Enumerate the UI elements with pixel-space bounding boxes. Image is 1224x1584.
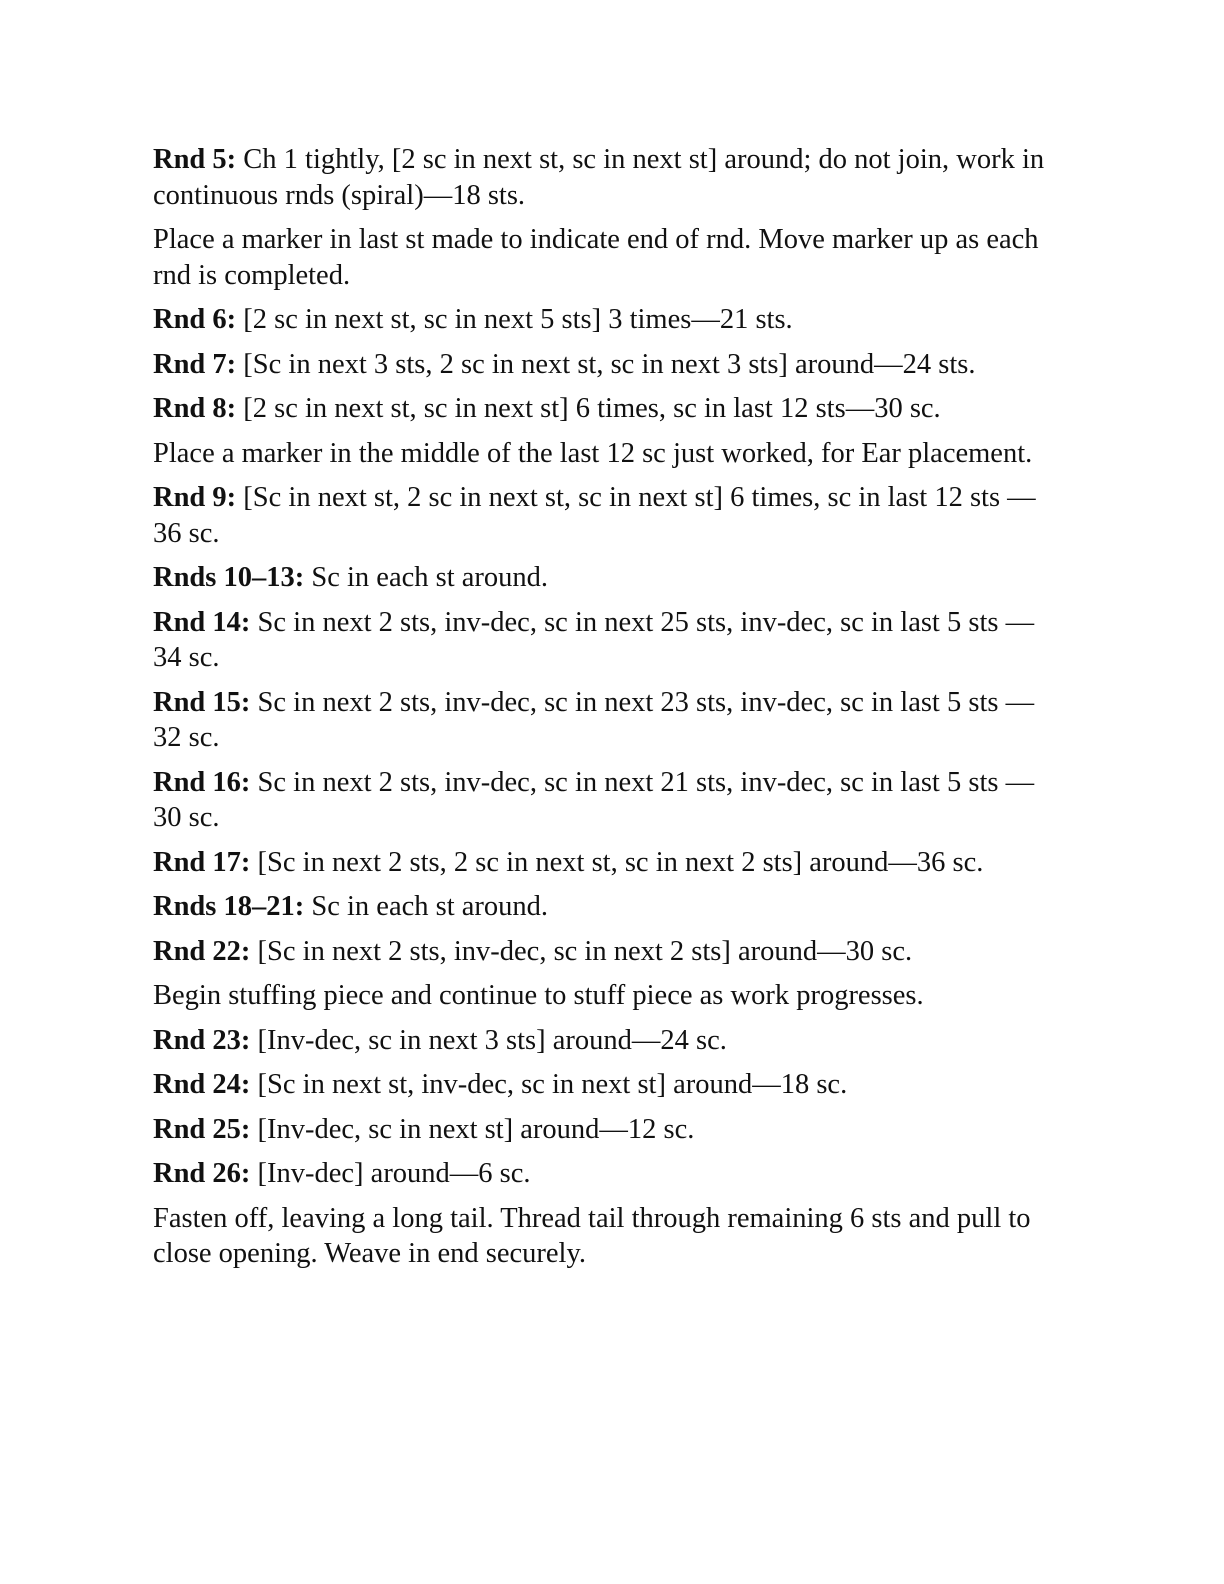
paragraph-rnds-18-21 (153, 889, 1058, 925)
round-label: Rnd 26: (153, 1158, 251, 1189)
instruction-text: [Sc in next 2 sts, inv-dec, sc in next 2 sts] around—30 sc. (250, 935, 913, 967)
instruction-text: Sc in next 2 sts, inv-dec, sc in next 25 sts, inv-dec, sc in last 5 sts —34 sc. (153, 606, 1035, 673)
round-label: Rnd 15: (153, 686, 251, 718)
instruction-text: [2 sc in next st, sc in next st] 6 times, sc in last 12 sts—30 sc. (236, 393, 941, 424)
instruction-text: Place a marker in last st made to indicate end of rnd. Move marker up as each rnd is completed. (153, 224, 1039, 291)
paragraph-rnd-23 (153, 1023, 1058, 1059)
round-label: Rnd 24: (153, 1069, 251, 1100)
paragraph-rnd-17 (153, 845, 1058, 881)
paragraph-rnd-22 (153, 934, 1058, 970)
paragraph-rnd-14 (153, 605, 1058, 676)
instruction-text: Ch 1 tightly, [2 sc in next st, sc in next st] around; do not join, work in continuous rnds (spiral)—18 sts. (153, 144, 1045, 211)
document-page (153, 142, 1058, 1281)
instruction-text: [Sc in next 2 sts, 2 sc in next st, sc in next 2 sts] around—36 sc. (250, 846, 984, 878)
paragraph-rnd-24 (153, 1067, 1058, 1103)
paragraph-rnd-8 (153, 391, 1058, 427)
instruction-text: Place a marker in the middle of the last 12 sc just worked, for Ear placement. (153, 437, 1033, 469)
paragraph-rnd-25 (153, 1112, 1058, 1148)
round-label: Rnd 14: (153, 606, 251, 638)
round-label: Rnd 22: (153, 935, 251, 967)
round-label: Rnd 5: (153, 144, 237, 175)
paragraph-stuffing-note (153, 978, 1058, 1014)
paragraph-rnd-5 (153, 142, 1058, 213)
round-label: Rnd 23: (153, 1024, 251, 1056)
instruction-text: Sc in each st around. (304, 891, 549, 922)
paragraph-rnds-10-13 (153, 560, 1058, 596)
paragraph-rnd-6 (153, 302, 1058, 338)
instruction-text: Sc in next 2 sts, inv-dec, sc in next 21 sts, inv-dec, sc in last 5 sts —30 sc. (153, 766, 1035, 833)
round-label: Rnd 6: (153, 304, 237, 335)
round-label: Rnd 9: (153, 482, 237, 513)
instruction-text: Sc in each st around. (304, 562, 549, 593)
paragraph-rnd-26 (153, 1156, 1058, 1192)
instruction-text: Sc in next 2 sts, inv-dec, sc in next 23 sts, inv-dec, sc in last 5 sts —32 sc. (153, 686, 1035, 753)
instruction-text: [Sc in next 3 sts, 2 sc in next st, sc in next 3 sts] around—24 sts. (236, 348, 976, 380)
paragraph-rnd-7 (153, 347, 1058, 383)
instruction-text: [Inv-dec, sc in next 3 sts] around—24 sc. (250, 1024, 727, 1056)
paragraph-marker-note (153, 222, 1058, 293)
instruction-text: Fasten off, leaving a long tail. Thread tail through remaining 6 sts and pull to close opening. Weave in end securely. (153, 1202, 1031, 1269)
paragraph-rnd-15 (153, 685, 1058, 756)
instruction-text: [2 sc in next st, sc in next 5 sts] 3 times—21 sts. (236, 304, 793, 335)
round-label: Rnd 8: (153, 393, 237, 424)
round-label: Rnd 7: (153, 348, 237, 380)
instruction-text: [Sc in next st, inv-dec, sc in next st] around—18 sc. (250, 1069, 848, 1100)
round-label: Rnd 16: (153, 766, 251, 798)
round-label: Rnd 25: (153, 1113, 251, 1145)
paragraph-ear-marker-note (153, 436, 1058, 472)
round-label: Rnds 18–21: (153, 891, 305, 922)
instruction-text: Begin stuffing piece and continue to stuff piece as work progresses. (153, 980, 924, 1011)
instruction-text: [Inv-dec, sc in next st] around—12 sc. (250, 1113, 695, 1145)
round-label: Rnds 10–13: (153, 562, 305, 593)
paragraph-fasten-off (153, 1201, 1058, 1272)
instruction-text: [Inv-dec] around—6 sc. (250, 1158, 531, 1189)
paragraph-rnd-16 (153, 765, 1058, 836)
paragraph-rnd-9 (153, 480, 1058, 551)
round-label: Rnd 17: (153, 846, 251, 878)
instruction-text: [Sc in next st, 2 sc in next st, sc in next st] 6 times, sc in last 12 sts —36 sc. (153, 482, 1036, 549)
